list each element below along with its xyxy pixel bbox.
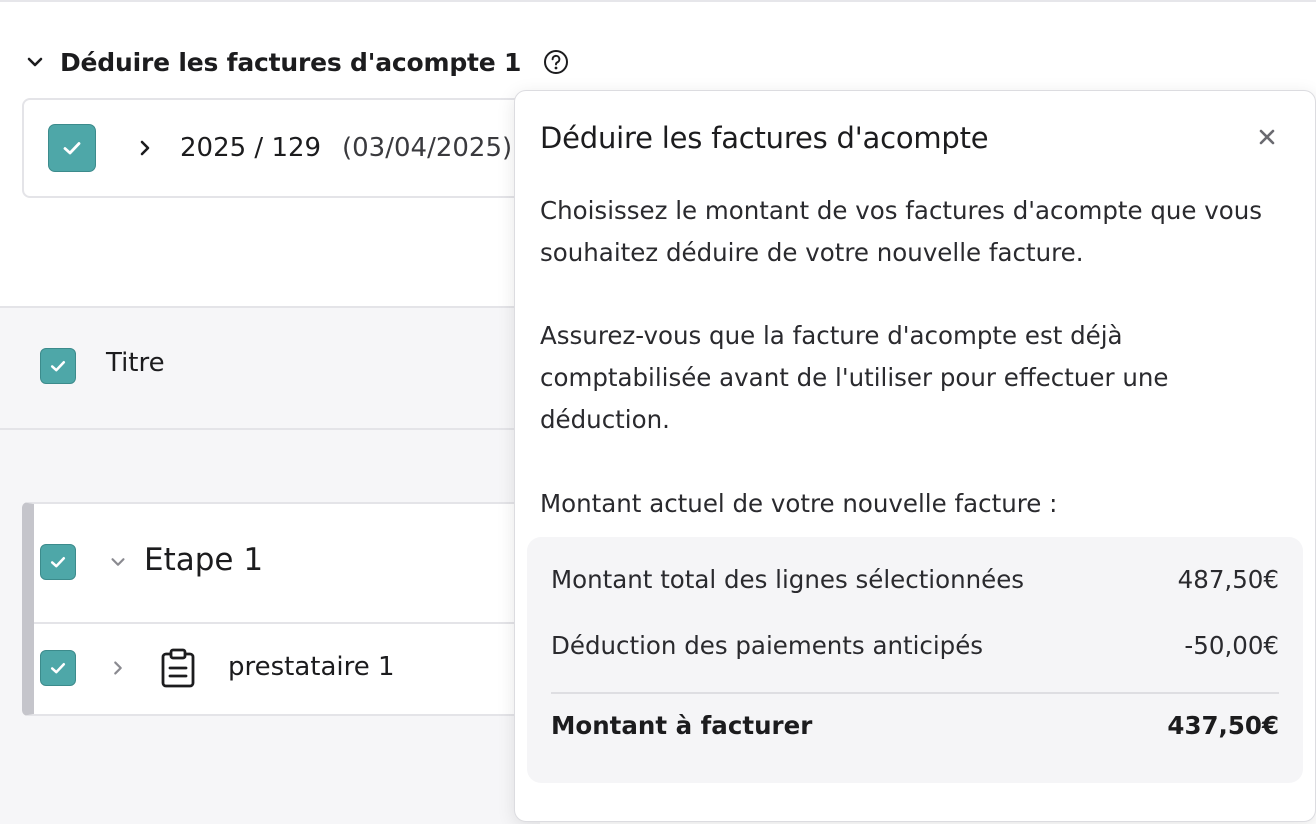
top-divider — [0, 0, 1316, 2]
to-invoice-value: 437,50€ — [1167, 711, 1279, 740]
chevron-right-icon[interactable] — [108, 658, 128, 678]
help-icon[interactable] — [543, 49, 569, 75]
row-divider — [34, 622, 540, 624]
total-label: Montant total des lignes sélectionnées — [551, 565, 1025, 594]
select-all-checkbox[interactable] — [40, 348, 76, 384]
column-header-title: Titre — [106, 348, 165, 378]
chevron-down-icon[interactable] — [24, 51, 46, 73]
group-card — [22, 502, 542, 716]
summary-row-to-invoice — [551, 711, 1279, 740]
section-header[interactable] — [24, 46, 569, 78]
check-icon — [48, 658, 68, 678]
popover-paragraph-2: Assurez-vous que la facture d'acompte est déjà comptabilisée avant de l'utiliser pour effectuer une déduction. — [540, 321, 1169, 434]
invoice-card — [22, 98, 542, 198]
chevron-down-icon[interactable] — [108, 552, 128, 572]
summary-divider — [551, 692, 1279, 694]
amount-summary — [527, 537, 1303, 783]
invoice-date: (03/04/2025) — [342, 133, 513, 163]
close-icon[interactable] — [1255, 125, 1279, 149]
group-title: Etape 1 — [144, 542, 264, 578]
check-icon — [48, 552, 68, 572]
group-checkbox[interactable] — [40, 544, 76, 580]
current-amount-label: Montant actuel de votre nouvelle facture : — [540, 489, 1058, 518]
help-popover — [514, 90, 1316, 822]
deduction-value: -50,00€ — [1184, 631, 1279, 660]
table-header — [0, 306, 540, 430]
check-icon — [48, 356, 68, 376]
invoice-checkbox[interactable] — [48, 124, 96, 172]
invoice-number: 2025 / 129 — [180, 133, 322, 163]
clipboard-icon — [160, 648, 196, 692]
deduction-label: Déduction des paiements anticipés — [551, 631, 984, 660]
summary-row-deduction — [551, 631, 1279, 660]
popover-paragraph-1: Choisissez le montant de vos factures d'acompte que vous souhaitez déduire de votre nouvelle facture. — [540, 196, 1263, 267]
to-invoice-label: Montant à facturer — [551, 711, 813, 740]
chevron-right-icon[interactable] — [134, 137, 156, 159]
popover-title: Déduire les factures d'acompte — [540, 121, 989, 155]
section-title: Déduire les factures d'acompte 1 — [60, 47, 522, 77]
total-value: 487,50€ — [1177, 565, 1279, 594]
check-icon — [60, 136, 84, 160]
summary-row-total — [551, 565, 1279, 594]
row-label: prestataire 1 — [228, 652, 395, 682]
row-checkbox[interactable] — [40, 650, 76, 686]
